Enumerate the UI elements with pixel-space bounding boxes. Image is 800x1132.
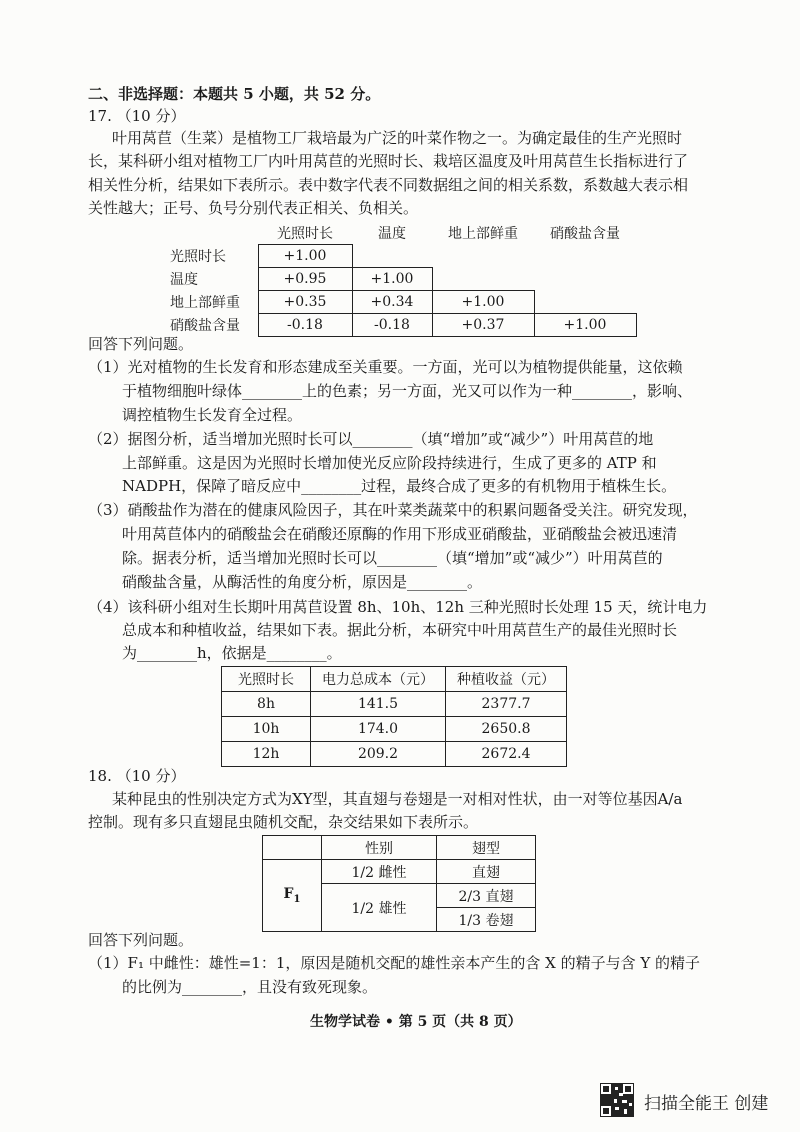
cost-cell: 2377.7 (446, 692, 567, 717)
page-footer: 生物学试卷 • 第 5 页（共 8 页） (310, 1014, 522, 1030)
corr-cell: +0.35 (258, 291, 352, 314)
corr-cell: -0.18 (258, 314, 352, 337)
corr-header: 地上部鲜重 (448, 226, 518, 243)
corr-header: 硝酸盐含量 (550, 226, 620, 243)
insect-header-sex: 性别 (322, 836, 437, 860)
section-header: 二、非选择题：本题共 5 小题，共 52 分。 (88, 85, 381, 103)
scanner-watermark: 扫描全能王 创建 (644, 1094, 769, 1114)
q18-sub1-line: （1）F₁ 中雌性：雄性=1：1，原因是随机交配的雄性亲本产生的含 X 的精子与含 Y 的精子 (88, 954, 701, 972)
corr-cell: +1.00 (534, 314, 636, 337)
corr-cell: +0.37 (432, 314, 534, 337)
q17-sub1-line: 于植物细胞叶绿体________上的色素；另一方面，光又可以作为一种________，影响、 (122, 382, 693, 400)
corr-row-label: 硝酸盐含量 (170, 318, 240, 334)
cost-cell: 141.5 (311, 692, 446, 717)
q18-intro-line: 控制。现有多只直翅昆虫随机交配，杂交结果如下表所示。 (88, 813, 479, 831)
q17-sub4-line: （4）该科研小组对生长期叶用莴苣设置 8h、10h、12h 三种光照时长处理 15 天，统计电力 (88, 598, 708, 616)
q17-sub3-line: 硝酸盐含量，从酶活性的角度分析，原因是________。 (122, 573, 483, 591)
q17-sub3-line: （3）硝酸盐作为潜在的健康风险因子，其在叶菜类蔬菜中的积累问题备受关注。研究发现， (88, 501, 698, 519)
q17-sub2-line: NADPH，保障了暗反应中________过程，最终合成了更多的有机物用于植株生长。 (122, 477, 677, 495)
corr-row-label: 光照时长 (170, 249, 226, 265)
q17-answer-prompt: 回答下列问题。 (88, 335, 194, 353)
male-ratio: 1/2 雄性 (322, 884, 437, 932)
q17-sub3-line: 叶用莴苣体内的硝酸盐会在硝酸还原酶的作用下形成亚硝酸盐，亚硝酸盐会被迅速清 (122, 525, 678, 543)
q17-sub1-line: （1）光对植物的生长发育和形态建成至关重要。一方面，光可以为植物提供能量，这依赖 (88, 358, 683, 376)
corr-cell: +1.00 (258, 245, 352, 268)
corr-row-label: 温度 (170, 272, 198, 288)
correlation-table (170, 222, 637, 337)
q17-sub2-line: （2）据图分析，适当增加光照时长可以________（填“增加”或“减少”）叶用莴苣的地 (88, 430, 654, 448)
female-wing: 直翅 (437, 860, 536, 884)
insect-cross-table (262, 835, 536, 932)
q18-sub1-line: 的比例为________，且没有致死现象。 (122, 978, 378, 996)
corr-header: 光照时长 (277, 226, 333, 242)
corr-row-label: 地上部鲜重 (170, 295, 240, 311)
q18-answer-prompt: 回答下列问题。 (88, 931, 194, 949)
q17-sub4-line: 总成本和种植收益，结果如下表。据此分析，本研究中叶用莴苣生产的最佳光照时长 (122, 621, 678, 639)
cost-cell: 12h (222, 742, 311, 767)
cost-header: 电力总成本（元） (311, 667, 446, 692)
cost-cell: 8h (222, 692, 311, 717)
q17-sub3-line: 除。据表分析，适当增加光照时长可以________（填“增加”或“减少”）叶用莴苣的 (122, 549, 663, 567)
corr-cell: +1.00 (352, 268, 432, 291)
q17-intro-line: 长，某科研小组对植物工厂内叶用莴苣的光照时长、栽培区温度及叶用莴苣生长指标进行了 (88, 152, 689, 170)
corr-header: 温度 (378, 226, 406, 243)
cost-cell: 2672.4 (446, 742, 567, 767)
cost-cell: 2650.8 (446, 717, 567, 742)
q17-sub4-line: 为________h，依据是________。 (122, 644, 342, 662)
male-wing-curled: 1/3 卷翅 (437, 908, 536, 932)
qr-code-icon (600, 1083, 634, 1117)
corr-cell: -0.18 (352, 314, 432, 337)
female-ratio: 1/2 雌性 (322, 860, 437, 884)
generation-f1: $F_1$ (263, 860, 322, 932)
cost-table (221, 666, 567, 767)
q17-sub2-line: 上部鲜重。这是因为光照时长增加使光反应阶段持续进行，生成了更多的 ATP 和 (122, 454, 657, 472)
question-18-number: 18. （10 分） (88, 767, 186, 785)
q17-intro-line: 相关性分析，结果如下表所示。表中数字代表不同数据组之间的相关系数，系数越大表示相 (88, 176, 689, 194)
corr-cell: +0.95 (258, 268, 352, 291)
q17-sub1-line: 调控植物生长发育全过程。 (122, 406, 303, 424)
cost-cell: 174.0 (311, 717, 446, 742)
cost-header: 光照时长 (222, 667, 311, 692)
question-17-number: 17. （10 分） (88, 107, 186, 125)
q17-intro-line: 叶用莴苣（生菜）是植物工厂栽培最为广泛的叶菜作物之一。为确定最佳的生产光照时 (112, 129, 683, 147)
corr-cell: +0.34 (352, 291, 432, 314)
q18-intro-line: 某种昆虫的性别决定方式为XY型，其直翅与卷翅是一对相对性状，由一对等位基因A/a (112, 790, 683, 808)
q17-intro-line: 关性越大；正号、负号分别代表正相关、负相关。 (88, 199, 419, 217)
cost-cell: 10h (222, 717, 311, 742)
cost-cell: 209.2 (311, 742, 446, 767)
male-wing-straight: 2/3 直翅 (437, 884, 536, 908)
insect-header-wing: 翅型 (437, 836, 536, 860)
cost-header: 种植收益（元） (446, 667, 567, 692)
corr-cell: +1.00 (432, 291, 534, 314)
